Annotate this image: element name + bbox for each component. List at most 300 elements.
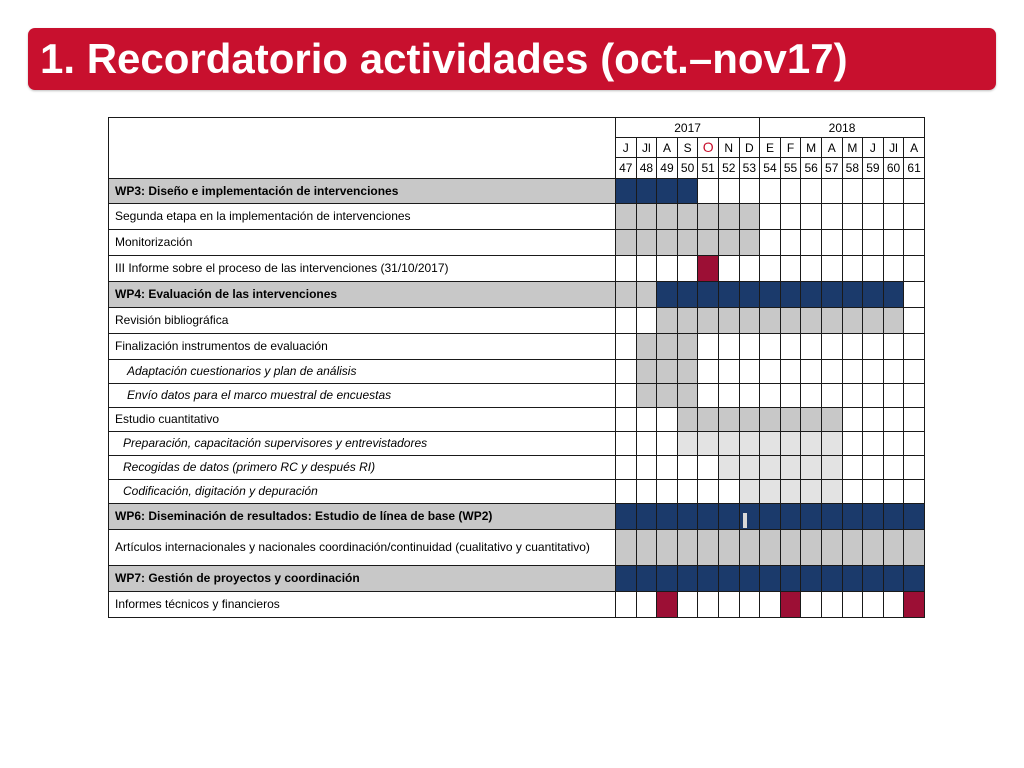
timeline-cell	[677, 204, 698, 230]
timeline-cell	[739, 334, 760, 360]
timeline-cell	[780, 480, 801, 504]
timeline-cell	[801, 408, 822, 432]
work-package-label: WP3: Diseño e implementación de intervenciones	[109, 179, 616, 204]
timeline-cell	[801, 480, 822, 504]
timeline-cell	[636, 282, 657, 308]
month-label: J	[622, 140, 629, 155]
month-header	[718, 138, 739, 158]
activity-row	[109, 566, 925, 592]
activity-row	[109, 230, 925, 256]
month-number: 55	[780, 158, 801, 179]
timeline-cell	[718, 256, 739, 282]
timeline-cell	[883, 256, 904, 282]
timeline-cell	[657, 480, 678, 504]
timeline-cell	[904, 334, 925, 360]
activity-label: Monitorización	[109, 230, 616, 256]
timeline-cell	[739, 384, 760, 408]
timeline-cell	[718, 308, 739, 334]
timeline-cell	[698, 179, 719, 204]
activity-label: Adaptación cuestionarios y plan de análisis	[109, 360, 616, 384]
header-corner	[109, 118, 616, 179]
month-label: M	[847, 140, 858, 155]
timeline-cell	[760, 179, 781, 204]
timeline-cell	[616, 360, 637, 384]
timeline-cell	[780, 384, 801, 408]
timeline-cell	[657, 179, 678, 204]
activity-label: Finalización instrumentos de evaluación	[109, 334, 616, 360]
activity-row	[109, 530, 925, 566]
timeline-cell	[780, 282, 801, 308]
timeline-cell	[863, 230, 884, 256]
timeline-cell	[842, 230, 863, 256]
month-header	[883, 138, 904, 158]
timeline-cell	[636, 308, 657, 334]
timeline-cell	[657, 408, 678, 432]
timeline-cell	[616, 432, 637, 456]
timeline-cell	[904, 384, 925, 408]
timeline-cell	[677, 334, 698, 360]
timeline-cell	[863, 566, 884, 592]
timeline-cell	[760, 256, 781, 282]
timeline-cell	[677, 256, 698, 282]
year-2017-header: 2017	[616, 118, 760, 138]
month-label: S	[683, 140, 692, 155]
month-header	[636, 138, 657, 158]
timeline-cell	[616, 204, 637, 230]
timeline-cell	[821, 334, 842, 360]
month-label: Jl	[889, 140, 898, 155]
timeline-cell	[883, 530, 904, 566]
timeline-cell	[842, 408, 863, 432]
timeline-cell	[657, 592, 678, 618]
timeline-cell	[842, 456, 863, 480]
timeline-cell	[842, 530, 863, 566]
timeline-cell	[718, 592, 739, 618]
timeline-cell	[780, 504, 801, 530]
timeline-cell	[739, 530, 760, 566]
timeline-cell	[780, 360, 801, 384]
timeline-cell	[883, 179, 904, 204]
timeline-cell	[780, 432, 801, 456]
activity-label: Revisión bibliográfica	[109, 308, 616, 334]
timeline-cell	[657, 504, 678, 530]
timeline-cell	[739, 179, 760, 204]
activity-label: III Informe sobre el proceso de las intervenciones (31/10/2017)	[109, 256, 616, 282]
timeline-cell	[821, 360, 842, 384]
activity-row	[109, 282, 925, 308]
timeline-cell	[821, 530, 842, 566]
timeline-cell	[780, 408, 801, 432]
month-label: Jl	[642, 140, 651, 155]
timeline-cell	[904, 179, 925, 204]
timeline-cell	[616, 334, 637, 360]
timeline-cell	[636, 592, 657, 618]
timeline-cell	[739, 408, 760, 432]
timeline-cell	[677, 456, 698, 480]
month-header	[698, 138, 719, 158]
timeline-cell	[739, 282, 760, 308]
timeline-cell	[883, 456, 904, 480]
timeline-cell	[616, 456, 637, 480]
timeline-cell	[801, 230, 822, 256]
timeline-cell	[904, 230, 925, 256]
timeline-cell	[677, 566, 698, 592]
month-header	[657, 138, 678, 158]
timeline-cell	[657, 432, 678, 456]
month-number: 54	[760, 158, 781, 179]
timeline-cell	[616, 592, 637, 618]
timeline-cell	[801, 204, 822, 230]
timeline-cell	[739, 360, 760, 384]
timeline-cell	[904, 282, 925, 308]
month-label: O	[702, 138, 714, 155]
timeline-cell	[636, 384, 657, 408]
timeline-cell	[842, 384, 863, 408]
timeline-cell	[677, 360, 698, 384]
timeline-cell	[616, 566, 637, 592]
timeline-cell	[821, 179, 842, 204]
activity-row	[109, 334, 925, 360]
timeline-cell	[698, 282, 719, 308]
timeline-cell	[842, 592, 863, 618]
timeline-cell	[863, 432, 884, 456]
timeline-cell	[718, 566, 739, 592]
timeline-cell	[883, 334, 904, 360]
timeline-cell	[780, 566, 801, 592]
timeline-cell	[821, 256, 842, 282]
timeline-cell	[863, 480, 884, 504]
timeline-cell	[904, 408, 925, 432]
timeline-cell	[636, 456, 657, 480]
timeline-cell	[821, 204, 842, 230]
timeline-cell	[677, 432, 698, 456]
timeline-cell	[821, 384, 842, 408]
month-number: 52	[718, 158, 739, 179]
timeline-cell	[718, 432, 739, 456]
month-number: 48	[636, 158, 657, 179]
month-header	[780, 138, 801, 158]
timeline-cell	[863, 384, 884, 408]
timeline-cell	[616, 408, 637, 432]
activity-label: Codificación, digitación y depuración	[109, 480, 616, 504]
timeline-cell	[863, 204, 884, 230]
timeline-cell	[842, 480, 863, 504]
timeline-cell	[904, 308, 925, 334]
timeline-cell	[760, 230, 781, 256]
timeline-cell	[739, 566, 760, 592]
timeline-cell	[739, 592, 760, 618]
timeline-cell	[842, 566, 863, 592]
activity-row	[109, 592, 925, 618]
month-number: 50	[677, 158, 698, 179]
timeline-cell	[698, 566, 719, 592]
timeline-cell	[677, 308, 698, 334]
timeline-cell	[801, 360, 822, 384]
month-header	[863, 138, 884, 158]
timeline-cell	[739, 256, 760, 282]
timeline-cell	[636, 504, 657, 530]
month-header	[842, 138, 863, 158]
timeline-cell	[616, 308, 637, 334]
timeline-cell	[760, 566, 781, 592]
timeline-cell	[801, 504, 822, 530]
timeline-cell	[780, 256, 801, 282]
timeline-cell	[821, 456, 842, 480]
timeline-cell	[863, 408, 884, 432]
timeline-cell	[698, 408, 719, 432]
timeline-cell	[760, 408, 781, 432]
timeline-cell	[616, 256, 637, 282]
activity-label: Informes técnicos y financieros	[109, 592, 616, 618]
timeline-cell	[698, 480, 719, 504]
timeline-cell	[636, 334, 657, 360]
timeline-cell	[760, 360, 781, 384]
timeline-cell	[698, 308, 719, 334]
timeline-cell	[842, 432, 863, 456]
timeline-cell	[883, 308, 904, 334]
month-number: 47	[616, 158, 637, 179]
month-label: E	[765, 140, 774, 155]
timeline-cell	[718, 480, 739, 504]
timeline-cell	[677, 282, 698, 308]
timeline-cell	[718, 204, 739, 230]
work-package-label: WP4: Evaluación de las intervenciones	[109, 282, 616, 308]
timeline-cell	[698, 256, 719, 282]
timeline-cell	[698, 230, 719, 256]
timeline-cell	[636, 179, 657, 204]
timeline-cell	[718, 456, 739, 480]
timeline-cell	[842, 504, 863, 530]
timeline-cell	[739, 230, 760, 256]
timeline-cell	[780, 204, 801, 230]
timeline-cell	[883, 480, 904, 504]
timeline-cell	[883, 204, 904, 230]
timeline-cell	[657, 566, 678, 592]
timeline-cell	[636, 204, 657, 230]
timeline-cell	[801, 282, 822, 308]
month-label: M	[806, 140, 817, 155]
timeline-cell	[657, 530, 678, 566]
timeline-cell	[780, 530, 801, 566]
month-header	[821, 138, 842, 158]
timeline-cell	[636, 432, 657, 456]
month-label: F	[786, 140, 795, 155]
year-2018-header: 2018	[760, 118, 925, 138]
activity-row	[109, 360, 925, 384]
timeline-cell	[677, 530, 698, 566]
activity-row	[109, 204, 925, 230]
timeline-cell	[883, 432, 904, 456]
timeline-cell	[801, 530, 822, 566]
timeline-cell	[698, 432, 719, 456]
timeline-cell	[636, 530, 657, 566]
timeline-cell	[698, 592, 719, 618]
work-package-label: WP6: Diseminación de resultados: Estudio de línea de base (WP2)	[109, 504, 616, 530]
timeline-cell	[780, 230, 801, 256]
timeline-cell	[904, 592, 925, 618]
month-number: 61	[904, 158, 925, 179]
timeline-cell	[904, 432, 925, 456]
month-header	[616, 138, 637, 158]
timeline-cell	[698, 204, 719, 230]
timeline-cell	[698, 360, 719, 384]
timeline-cell	[801, 432, 822, 456]
month-number: 59	[863, 158, 884, 179]
timeline-cell	[677, 384, 698, 408]
timeline-cell	[698, 456, 719, 480]
timeline-cell	[801, 308, 822, 334]
timeline-cell	[821, 432, 842, 456]
month-number: 57	[821, 158, 842, 179]
timeline-cell	[883, 504, 904, 530]
timeline-cell	[760, 334, 781, 360]
month-number: 60	[883, 158, 904, 179]
timeline-cell	[718, 530, 739, 566]
work-package-label: WP7: Gestión de proyectos y coordinación	[109, 566, 616, 592]
timeline-cell	[760, 480, 781, 504]
timeline-cell	[801, 256, 822, 282]
timeline-cell	[883, 592, 904, 618]
timeline-cell	[677, 592, 698, 618]
timeline-cell	[842, 360, 863, 384]
timeline-cell	[718, 230, 739, 256]
timeline-cell	[821, 308, 842, 334]
timeline-cell	[657, 308, 678, 334]
timeline-cell	[883, 360, 904, 384]
timeline-cell	[616, 530, 637, 566]
timeline-cell	[821, 504, 842, 530]
activity-row	[109, 308, 925, 334]
month-label: A	[910, 140, 919, 155]
timeline-cell	[657, 334, 678, 360]
timeline-cell	[698, 530, 719, 566]
timeline-cell	[739, 480, 760, 504]
timeline-cell	[780, 179, 801, 204]
month-number: 49	[657, 158, 678, 179]
timeline-cell	[677, 230, 698, 256]
timeline-cell	[821, 592, 842, 618]
timeline-cell	[718, 408, 739, 432]
timeline-cell	[863, 308, 884, 334]
activity-label: Recogidas de datos (primero RC y después RI)	[109, 456, 616, 480]
timeline-cell	[842, 282, 863, 308]
timeline-cell	[718, 334, 739, 360]
timeline-cell	[883, 384, 904, 408]
timeline-cell	[801, 334, 822, 360]
timeline-cell	[842, 334, 863, 360]
month-label: A	[827, 140, 836, 155]
timeline-cell	[760, 456, 781, 480]
timeline-cell	[760, 592, 781, 618]
timeline-cell	[821, 408, 842, 432]
timeline-cell	[863, 504, 884, 530]
month-header	[904, 138, 925, 158]
timeline-cell	[904, 480, 925, 504]
timeline-cell	[698, 384, 719, 408]
timeline-cell	[863, 256, 884, 282]
activity-row	[109, 408, 925, 432]
timeline-cell	[801, 592, 822, 618]
timeline-cell	[821, 480, 842, 504]
timeline-cell	[863, 334, 884, 360]
timeline-cell	[636, 230, 657, 256]
timeline-cell	[842, 204, 863, 230]
timeline-cell	[904, 256, 925, 282]
month-label: N	[724, 140, 734, 155]
timeline-cell	[760, 282, 781, 308]
timeline-cell	[780, 456, 801, 480]
timeline-cell	[698, 334, 719, 360]
timeline-cell	[657, 204, 678, 230]
timeline-cell	[657, 360, 678, 384]
timeline-cell	[863, 282, 884, 308]
timeline-cell	[718, 504, 739, 530]
month-label: J	[869, 140, 876, 155]
timeline-cell	[636, 480, 657, 504]
activity-row	[109, 480, 925, 504]
timeline-cell	[780, 308, 801, 334]
month-number: 51	[698, 158, 719, 179]
timeline-cell	[821, 282, 842, 308]
timeline-cell	[801, 179, 822, 204]
activity-row	[109, 179, 925, 204]
gantt-chart	[108, 117, 925, 618]
month-header	[739, 138, 760, 158]
timeline-cell	[636, 408, 657, 432]
activity-label: Envío datos para el marco muestral de encuestas	[109, 384, 616, 408]
timeline-cell	[636, 566, 657, 592]
timeline-cell	[616, 230, 637, 256]
timeline-cell	[863, 179, 884, 204]
activity-label: Preparación, capacitación supervisores y entrevistadores	[109, 432, 616, 456]
timeline-cell	[780, 334, 801, 360]
timeline-cell	[739, 204, 760, 230]
month-header	[760, 138, 781, 158]
timeline-cell	[821, 566, 842, 592]
timeline-cell	[657, 456, 678, 480]
timeline-cell	[657, 256, 678, 282]
activity-row	[109, 432, 925, 456]
month-number: 58	[842, 158, 863, 179]
timeline-cell	[863, 456, 884, 480]
timeline-cell	[636, 360, 657, 384]
timeline-cell	[904, 360, 925, 384]
timeline-cell	[842, 308, 863, 334]
timeline-cell	[801, 456, 822, 480]
timeline-cell	[760, 384, 781, 408]
timeline-cell	[657, 282, 678, 308]
timeline-cell	[760, 530, 781, 566]
timeline-cell	[657, 384, 678, 408]
timeline-cell	[904, 530, 925, 566]
current-period-marker	[743, 513, 747, 528]
timeline-cell	[883, 282, 904, 308]
timeline-cell	[883, 408, 904, 432]
month-header	[801, 138, 822, 158]
timeline-cell	[904, 504, 925, 530]
timeline-cell	[677, 504, 698, 530]
timeline-cell	[883, 230, 904, 256]
activity-row	[109, 504, 925, 530]
timeline-cell	[718, 384, 739, 408]
timeline-cell	[821, 230, 842, 256]
timeline-cell	[616, 480, 637, 504]
timeline-cell	[616, 384, 637, 408]
timeline-cell	[739, 432, 760, 456]
timeline-cell	[677, 480, 698, 504]
slide-title: 1. Recordatorio actividades (oct.–nov17)	[40, 35, 848, 82]
timeline-cell	[616, 282, 637, 308]
